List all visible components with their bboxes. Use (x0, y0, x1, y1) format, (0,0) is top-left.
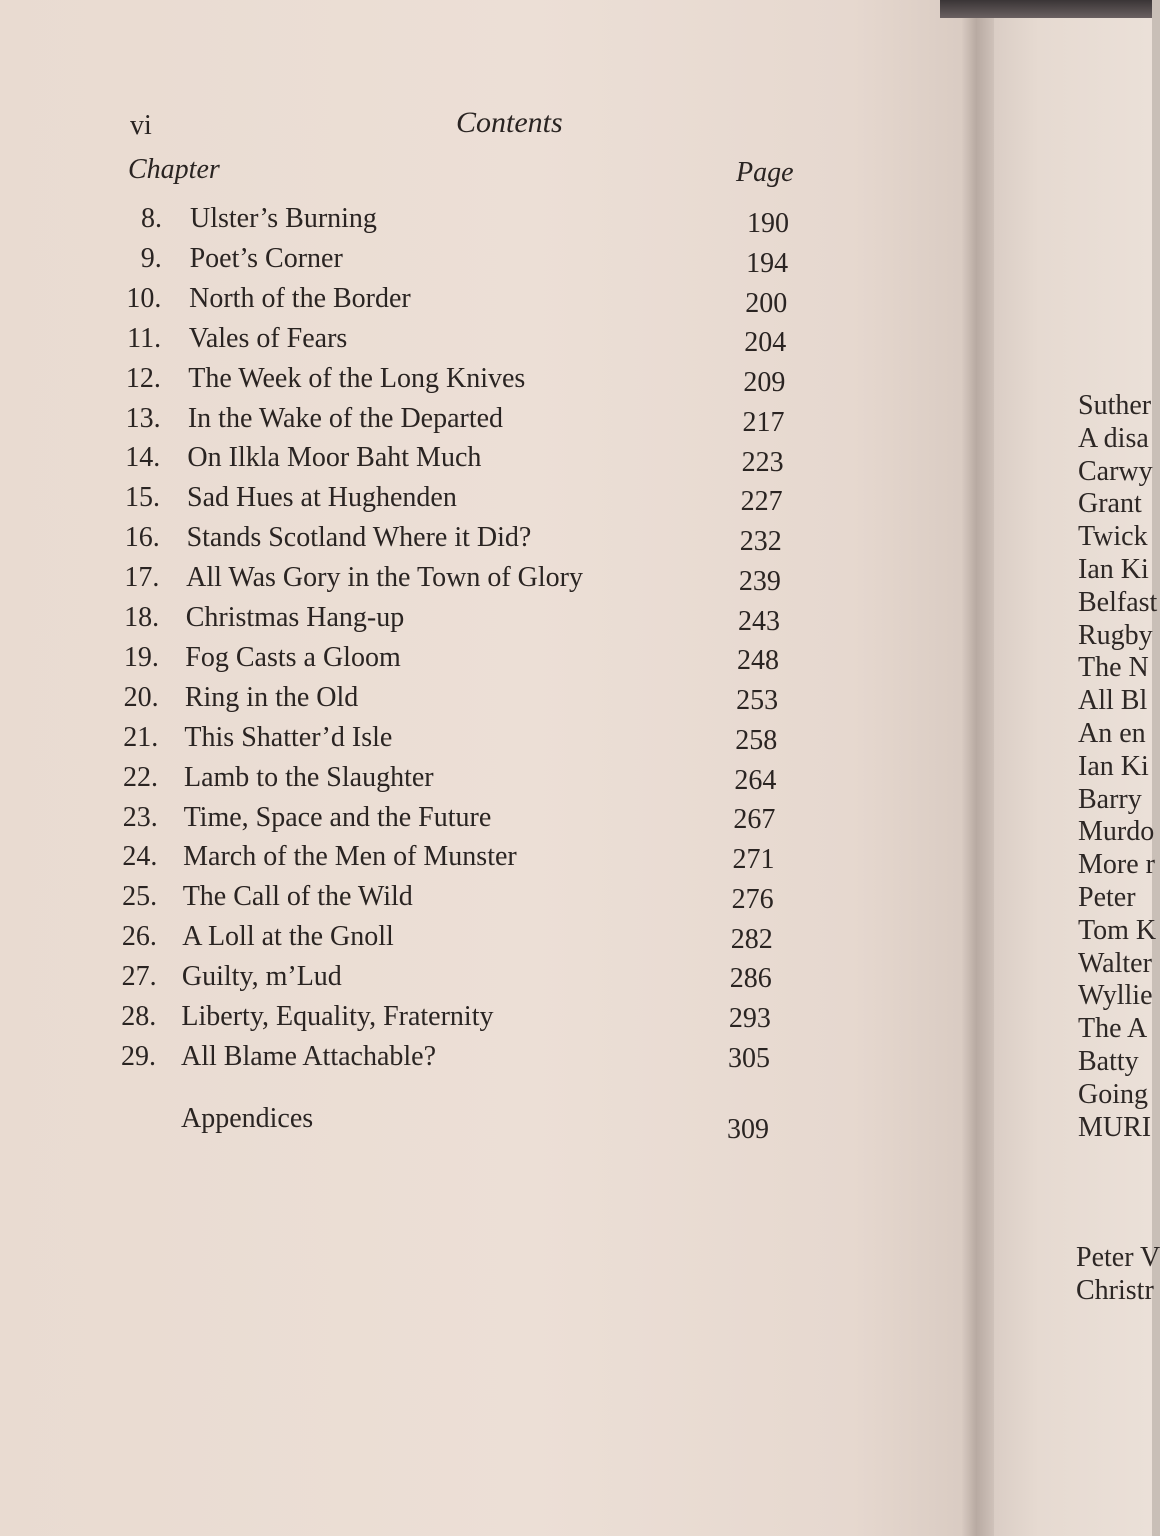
facing-page-line: Rugby (1078, 619, 1153, 651)
chapter-title: Ring in the Old (184, 681, 359, 713)
chapter-title: The Week of the Long Knives (188, 362, 526, 394)
page-column-heading: Page (736, 157, 794, 188)
chapter-page: 282 (730, 923, 773, 955)
chapter-title: All Blame Attachable? (181, 1040, 437, 1072)
chapter-number: 23. (122, 801, 158, 833)
chapter-number: 25. (122, 881, 158, 913)
chapter-number: 29. (121, 1040, 156, 1072)
chapter-number: 13. (125, 402, 161, 434)
chapter-number: 17. (124, 562, 160, 594)
facing-page-line: Carwy (1078, 455, 1153, 487)
facing-page-line: Christr (1076, 1275, 1154, 1306)
chapter-number: 24. (122, 841, 158, 873)
facing-page-line: Walter (1078, 947, 1152, 979)
chapter-page: 276 (731, 883, 774, 915)
chapter-number: 15. (125, 482, 160, 514)
chapter-number: 18. (124, 602, 160, 633)
chapter-column-heading: Chapter (128, 154, 220, 185)
chapter-page: 267 (733, 804, 776, 836)
chapter-number: 21. (123, 721, 159, 753)
appendices-page: 309 (727, 1114, 769, 1145)
chapter-number: 12. (125, 362, 161, 394)
chapter-number: 22. (123, 761, 158, 793)
chapter-page: 217 (742, 406, 785, 438)
facing-page-line: Barry (1078, 783, 1142, 815)
chapter-title: March of the Men of Munster (183, 841, 517, 873)
chapter-title: Poet’s Corner (189, 242, 343, 274)
chapter-title: Stands Scotland Where it Did? (186, 522, 532, 554)
chapter-title: This Shatter’d Isle (184, 721, 393, 753)
chapter-title: Time, Space and the Future (183, 801, 492, 833)
appendices-title: Appendices (181, 1103, 314, 1134)
chapter-page: 248 (737, 645, 780, 677)
chapter-title: A Loll at the Gnoll (182, 921, 394, 953)
facing-page-line: MURI (1078, 1111, 1152, 1143)
chapter-page: 286 (729, 963, 772, 995)
chapter-page: 239 (738, 565, 781, 597)
chapter-page: 243 (737, 605, 780, 637)
chapter-title: Guilty, m’Lud (181, 961, 342, 993)
chapter-number: 16. (124, 522, 160, 554)
facing-page-line: The N (1078, 652, 1149, 684)
chapter-title: Liberty, Equality, Fraternity (181, 1001, 494, 1032)
facing-page-line: Going (1078, 1078, 1148, 1110)
chapter-page: 264 (734, 764, 777, 796)
chapter-page: 305 (728, 1042, 770, 1074)
chapter-page: 271 (732, 844, 775, 876)
chapter-number: 28. (121, 1001, 157, 1032)
chapter-page: 227 (740, 486, 783, 518)
chapter-title: Ulster’s Burning (190, 203, 377, 234)
facing-page-line: An en (1078, 718, 1146, 749)
facing-page-line: Wyllie (1078, 980, 1153, 1012)
chapter-title: Vales of Fears (188, 322, 348, 354)
chapter-title: Fog Casts a Gloom (185, 641, 401, 673)
chapter-page: 258 (735, 724, 778, 756)
chapter-page: 223 (741, 446, 784, 478)
facing-page-line: Batty (1078, 1046, 1139, 1077)
facing-page-line: Twick (1078, 521, 1148, 553)
chapter-page: 253 (736, 685, 779, 717)
chapter-number: 19. (123, 641, 159, 673)
facing-page-line: Grant (1078, 488, 1142, 520)
chapter-number: 11. (127, 322, 162, 354)
facing-page-line: Suther (1078, 390, 1152, 421)
chapter-page: 232 (739, 526, 782, 558)
facing-page-line: More r (1078, 849, 1155, 881)
chapter-title: The Call of the Wild (182, 881, 413, 913)
facing-page-line: Ian Ki (1078, 554, 1149, 585)
facing-page-line: Murdo (1078, 816, 1155, 848)
chapter-number: 10. (126, 282, 162, 314)
facing-page-line: The A (1078, 1013, 1148, 1045)
chapter-title: All Was Gory in the Town of Glory (186, 562, 583, 594)
page-number: vi (130, 110, 152, 141)
facing-page-line: Ian Ki (1078, 750, 1149, 782)
chapter-number: 8. (141, 203, 162, 234)
chapter-title: Christmas Hang-up (185, 602, 405, 633)
facing-page-line: Peter V (1076, 1242, 1160, 1273)
facing-page-line: A disa (1078, 422, 1149, 454)
facing-page-line: Tom K (1078, 914, 1157, 946)
chapter-page: 194 (746, 247, 789, 279)
chapter-title: North of the Border (189, 282, 411, 314)
facing-page-line: Peter (1078, 882, 1136, 913)
chapter-title: In the Wake of the Departed (187, 402, 504, 434)
chapter-title: On Ilkla Moor Baht Much (187, 442, 482, 474)
chapter-number: 20. (123, 681, 159, 713)
chapter-title: Lamb to the Slaughter (184, 761, 434, 793)
chapter-page: 293 (728, 1003, 771, 1035)
facing-page-line: All Bl (1078, 685, 1148, 717)
chapter-page: 209 (743, 367, 786, 399)
chapter-title: Sad Hues at Hughenden (187, 482, 457, 514)
facing-page-line: Belfast (1078, 586, 1158, 618)
chapter-page: 204 (744, 327, 787, 359)
chapter-number: 9. (140, 242, 162, 274)
chapter-number: 27. (121, 961, 157, 993)
chapter-page: 190 (747, 208, 789, 239)
chapter-number: 26. (121, 921, 157, 953)
running-title: Contents (456, 106, 563, 139)
chapter-page: 200 (745, 287, 788, 319)
chapter-number: 14. (125, 442, 161, 474)
